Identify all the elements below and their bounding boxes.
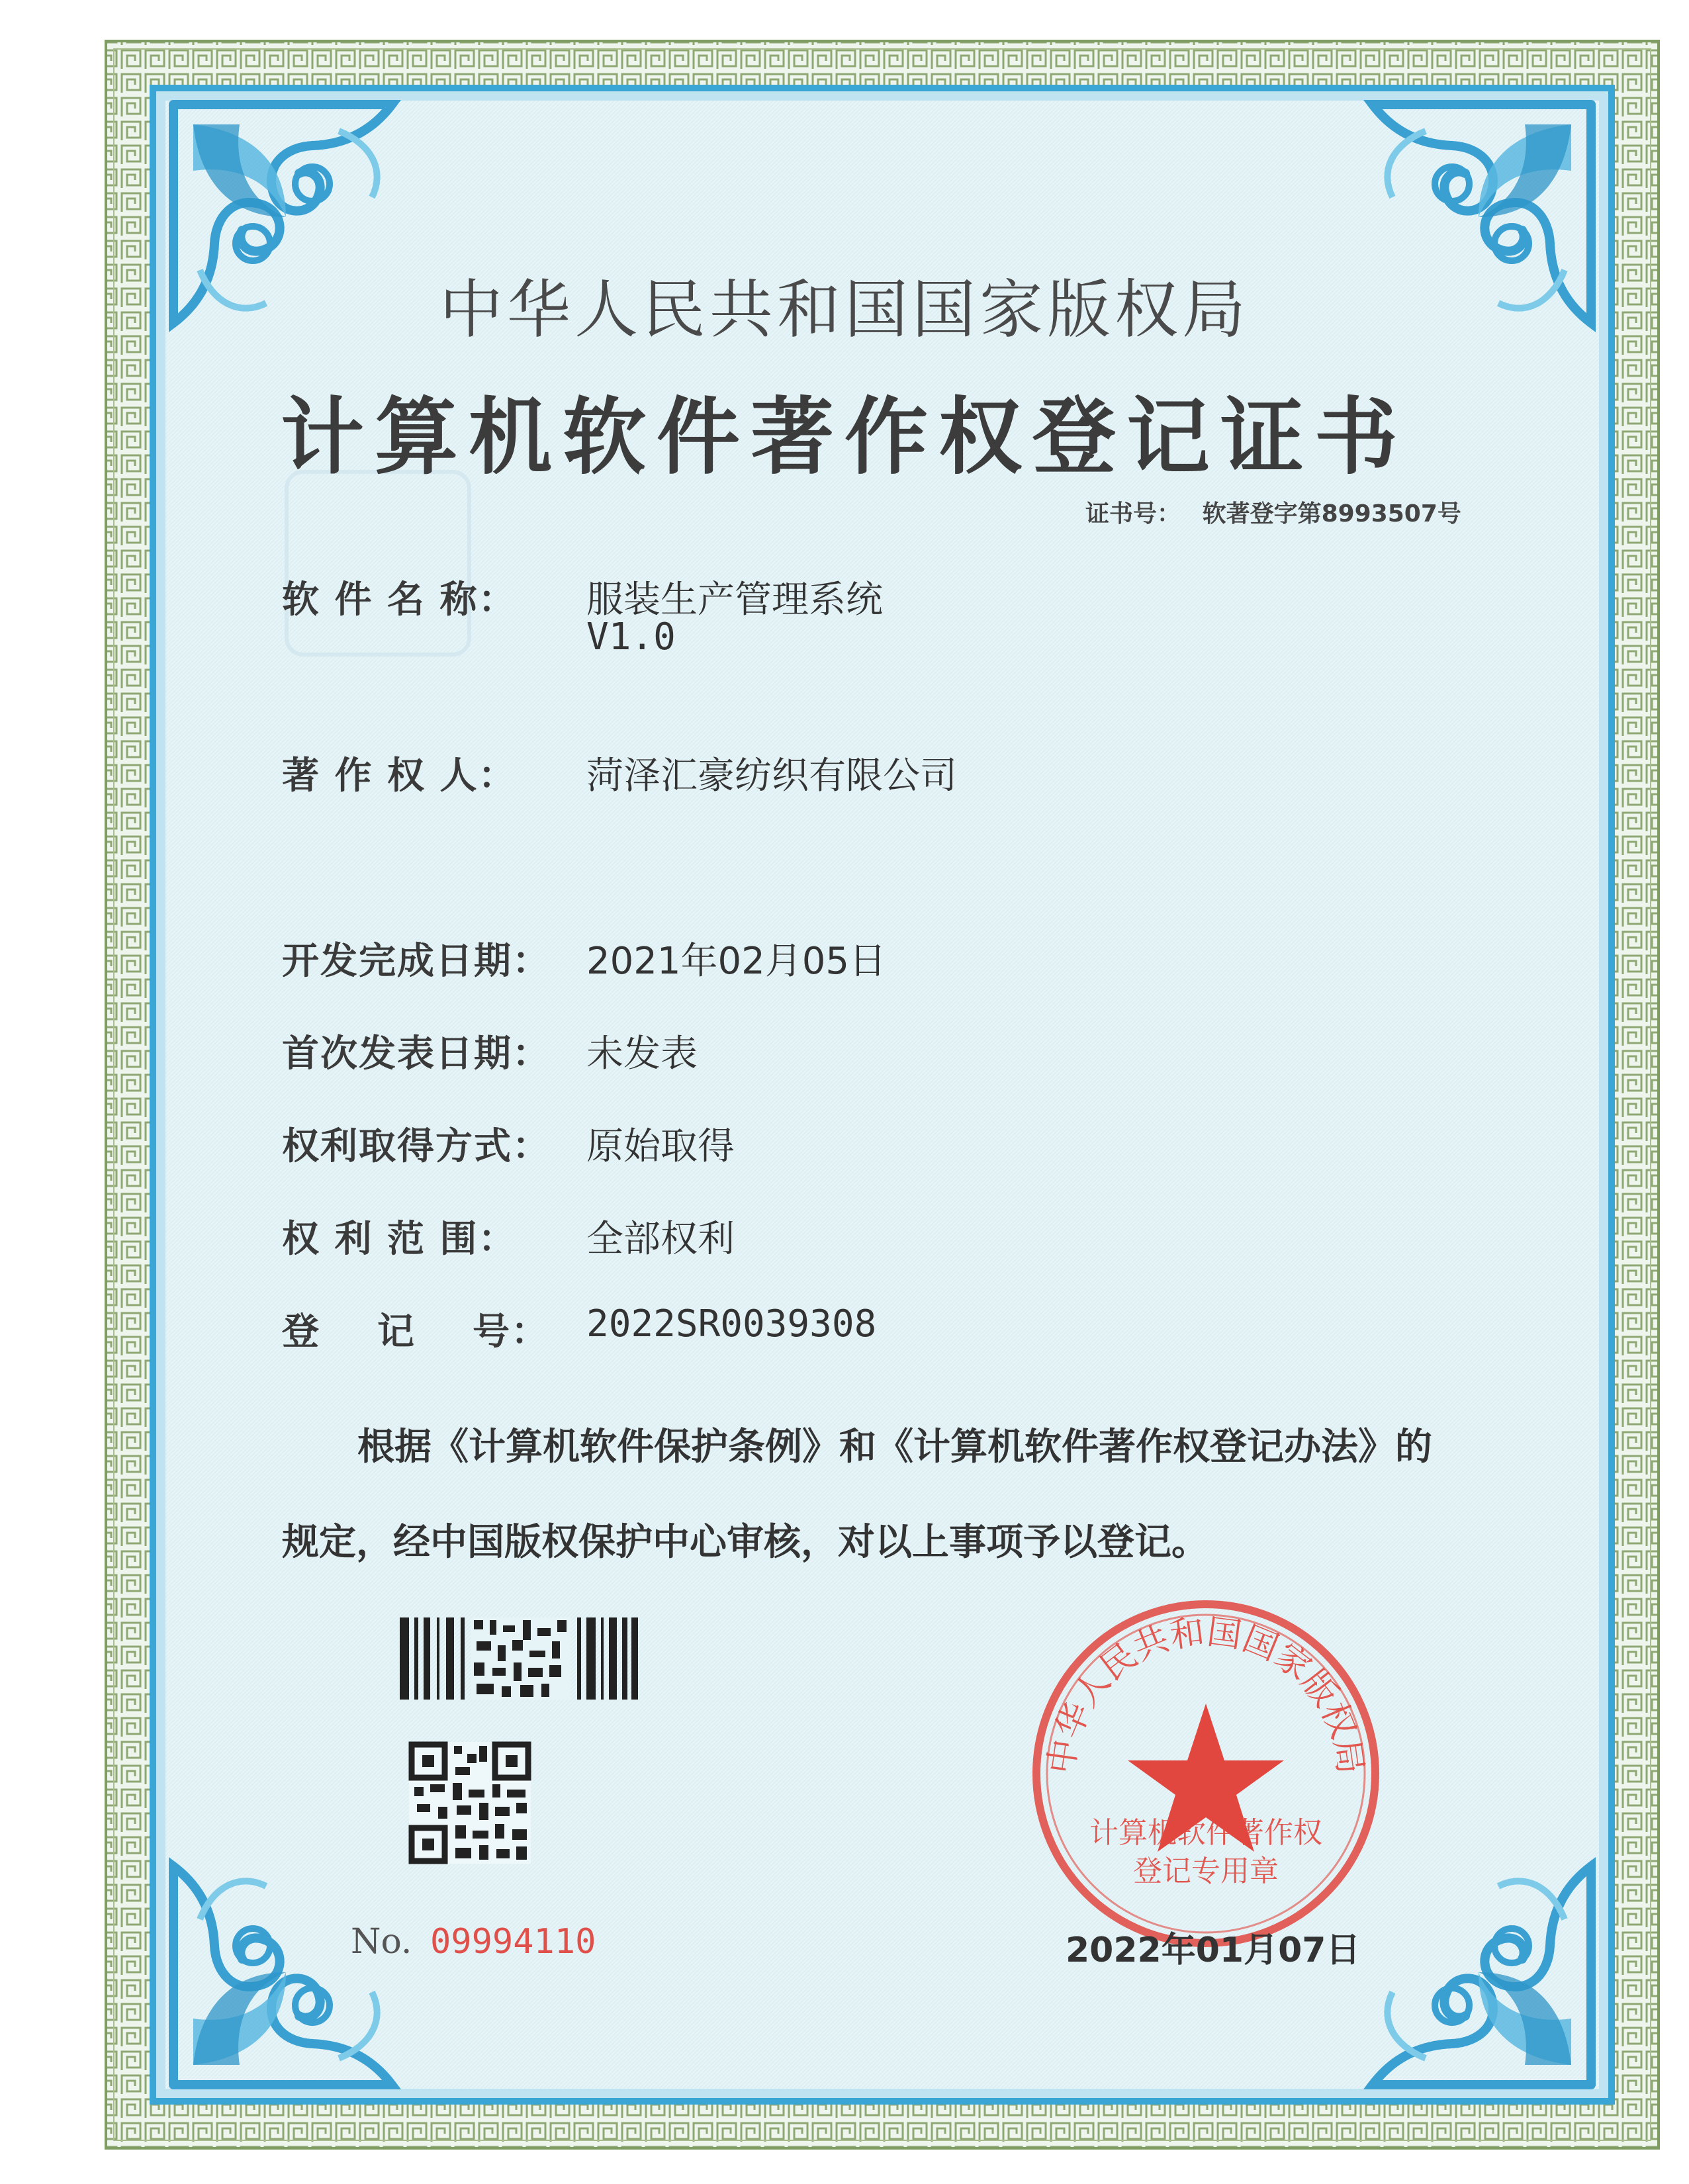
- seal-line-2: 登记专用章: [1133, 1854, 1279, 1888]
- issue-date: 2022年01月07日: [1066, 1931, 1361, 1970]
- serial-number: 09994110: [430, 1922, 596, 1962]
- serial-prefix: No.: [351, 1922, 412, 1962]
- seal-text: [1036, 1604, 1375, 1943]
- development-date-label: 开发完成日期：: [282, 940, 551, 983]
- rights-scope-value: 全部权利: [586, 1218, 735, 1261]
- copyright-owner-value: 菏泽汇豪纺织有限公司: [586, 754, 957, 797]
- acquisition-method-label: 权利取得方式：: [282, 1125, 551, 1168]
- acquisition-method-value: 原始取得: [586, 1125, 735, 1168]
- certificate-number-value: 软著登字第8993507号: [1202, 500, 1461, 527]
- software-version-value: V1.0: [586, 615, 676, 659]
- registration-number-label: 登 记 号：: [282, 1310, 549, 1353]
- development-date-value: 2021年02月05日: [586, 940, 887, 983]
- qr-code: [409, 1742, 531, 1864]
- registration-number-value: 2022SR0039308: [586, 1302, 877, 1345]
- software-name-value: 服装生产管理系统: [586, 578, 883, 621]
- certificate-number-label: 证书号：: [1085, 500, 1181, 527]
- legal-text-line-1: 根据《计算机软件保护条例》和《计算机软件著作权登记办法》的: [357, 1426, 1432, 1469]
- publication-date-label: 首次发表日期：: [282, 1032, 551, 1075]
- rights-scope-label: 权 利 范 围：: [282, 1218, 517, 1261]
- seal-arc-text: 中华人民共和国国家版权局: [1041, 1612, 1371, 1776]
- certificate-title: 计算机软件著作权登记证书: [281, 388, 1408, 486]
- legal-text-line-2: 规定，经中国版权保护中心审核，对以上事项予以登记。: [282, 1521, 1209, 1564]
- certificate-number: [1085, 495, 1461, 529]
- issuing-authority: 中华人民共和国国家版权局: [439, 273, 1250, 347]
- watermark: [285, 470, 471, 657]
- copyright-owner-label: 著 作 权 人：: [282, 754, 517, 797]
- seal-line-1: 计算机软件著作权: [1089, 1816, 1322, 1850]
- publication-date-value: 未发表: [586, 1032, 698, 1075]
- software-name-label: 软 件 名 称：: [282, 578, 517, 621]
